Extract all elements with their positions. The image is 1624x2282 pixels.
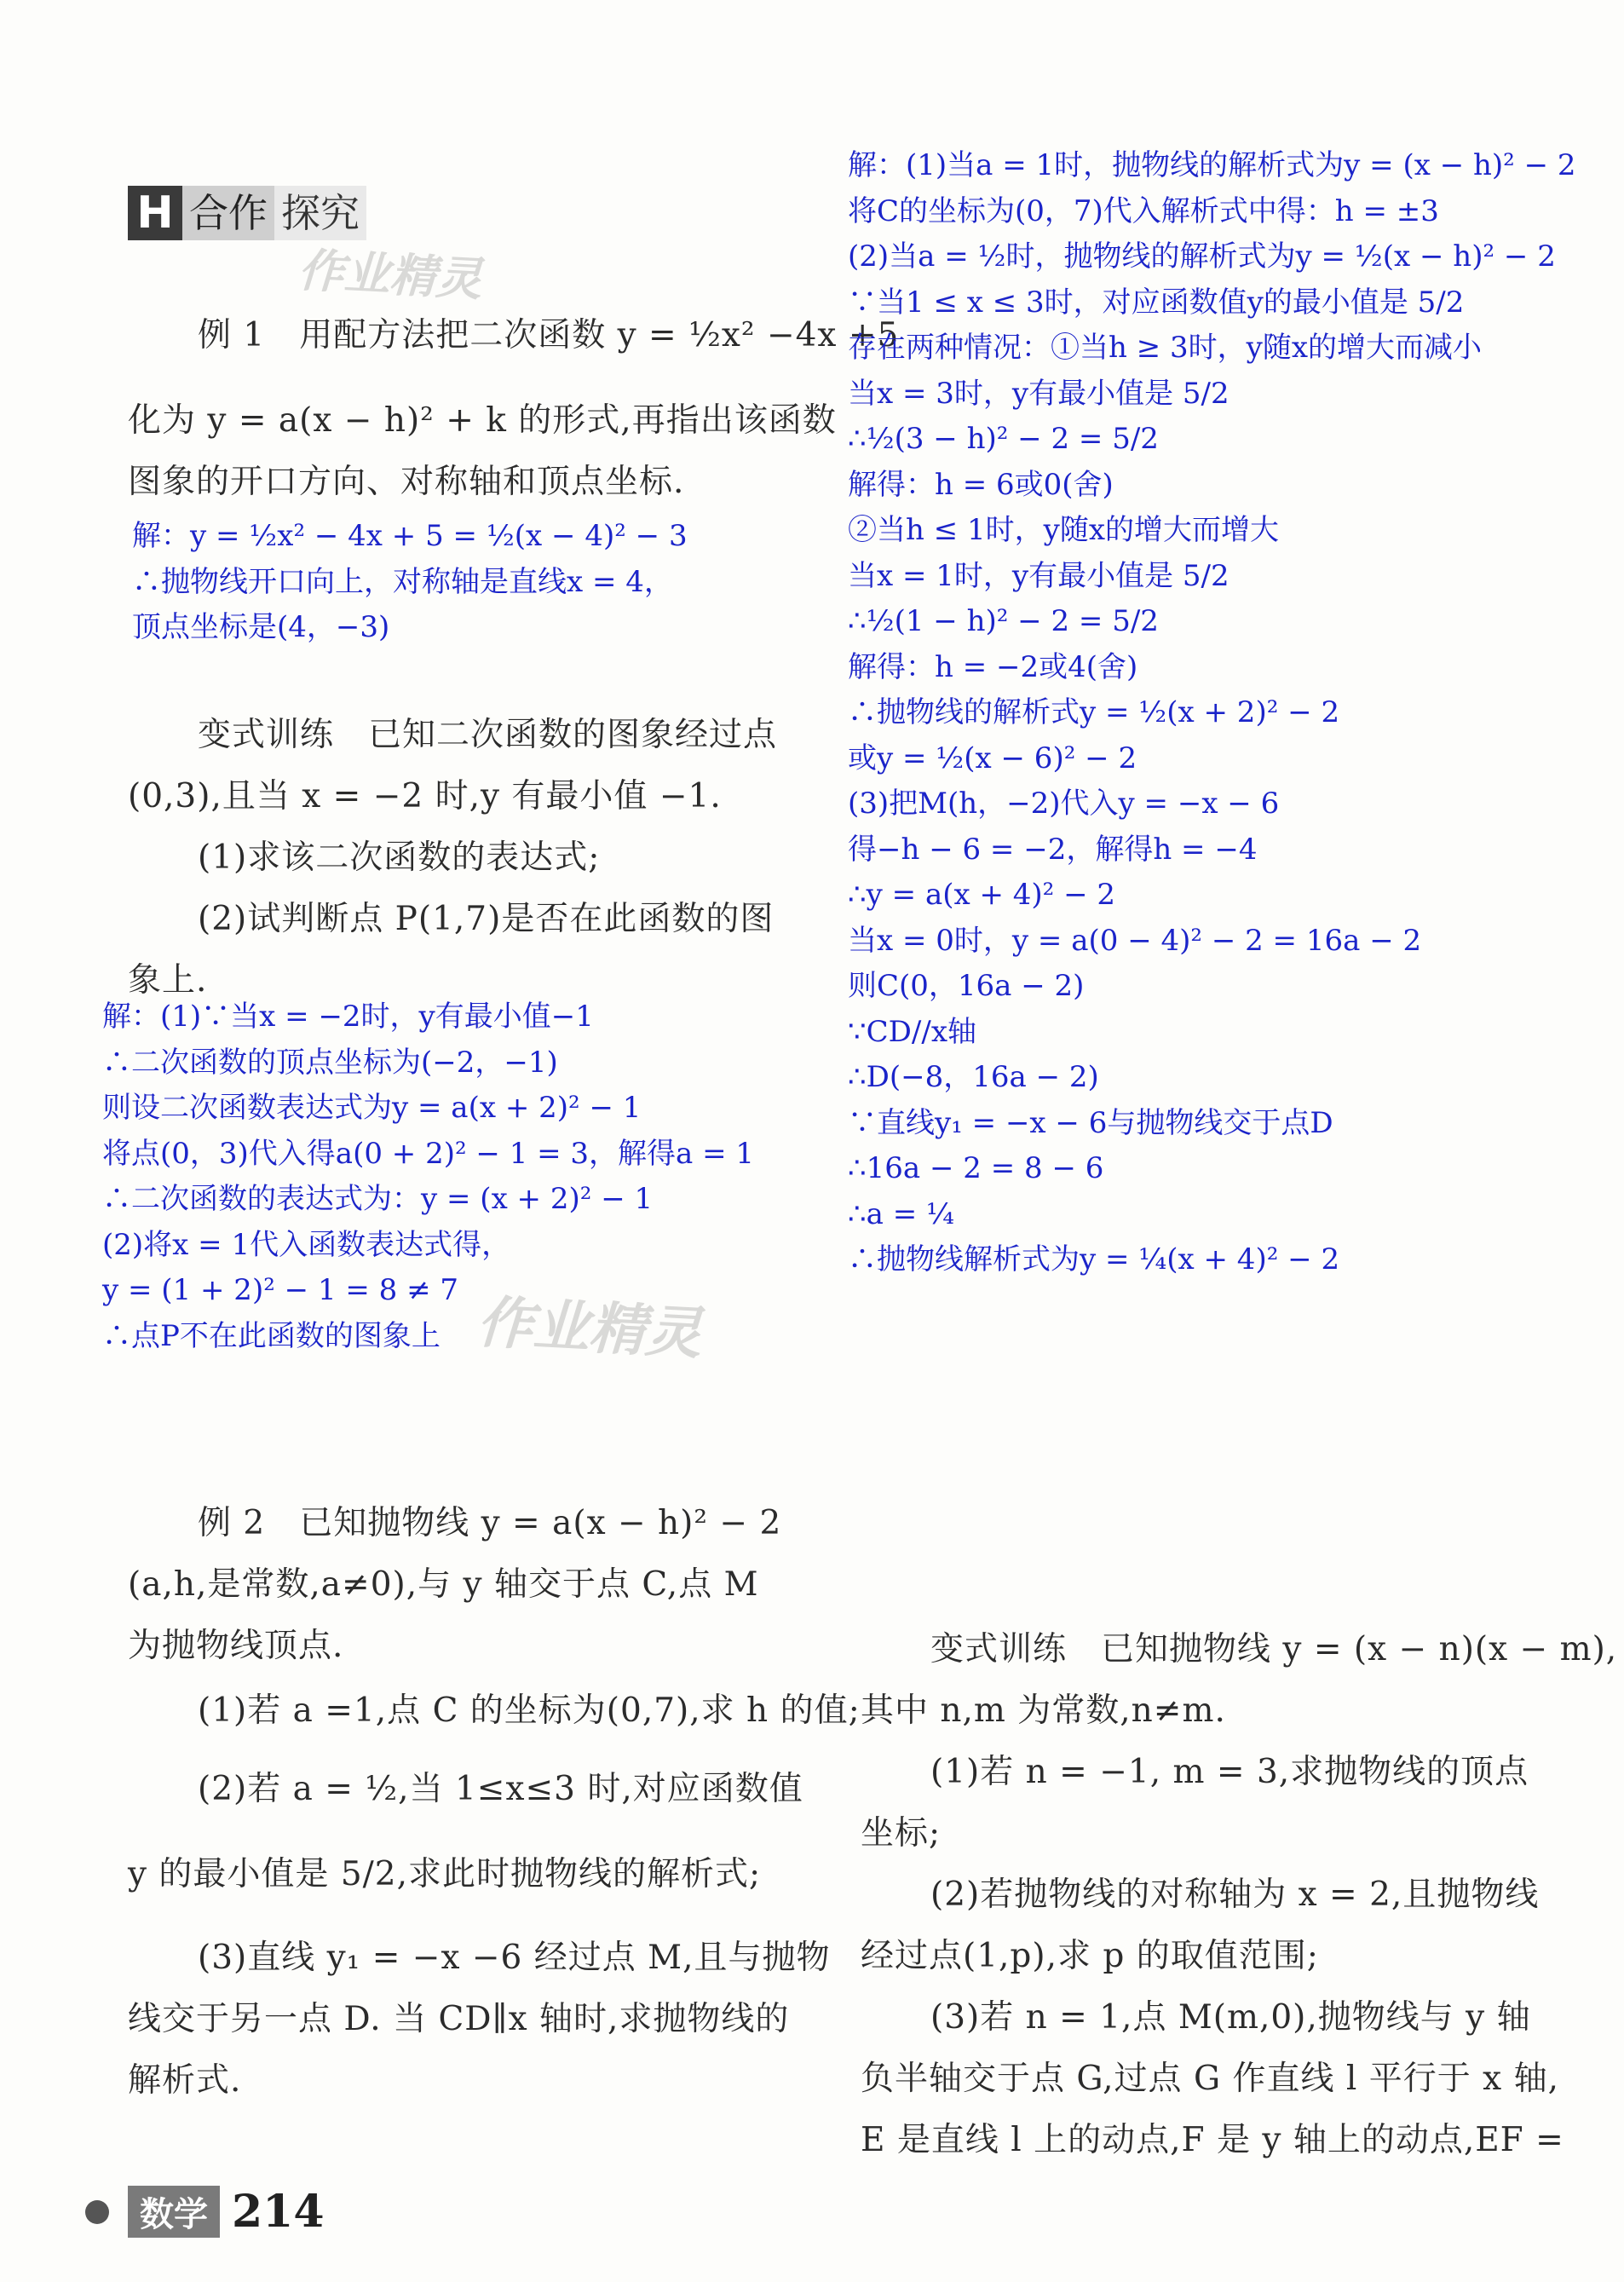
answer-line: (2)将x = 1代入函数表达式得， xyxy=(102,1227,511,1262)
answer-line: ∴½(1 − h)² − 2 = 5/2 xyxy=(848,604,1159,638)
example-2 xyxy=(128,1493,861,2106)
answer-line: (3)把M(h，−2)代入y = −x − 6 xyxy=(848,787,1280,821)
variant-line: E 是直线 l 上的动点,F 是 y 轴上的动点,EF = xyxy=(861,2121,1564,2159)
answer-line: 顶点坐标是(4，−3) xyxy=(132,610,390,644)
answer-line: 则C(0，16a − 2) xyxy=(848,969,1085,1003)
answer-line: (2)当a = ½时，抛物线的解析式为y = ½(x − h)² − 2 xyxy=(848,239,1556,274)
answer-line: ∴a = ¼ xyxy=(848,1196,954,1231)
variant-line: 其中 n,m 为常数,n≠m. xyxy=(861,1691,1226,1730)
answer-line: ∴二次函数的表达式为：y = (x + 2)² − 1 xyxy=(102,1182,654,1216)
page-footer xyxy=(85,2186,325,2238)
variant-line: 象上. xyxy=(128,961,208,1000)
variant-line: (0,3),且当 x = −2 时,y 有最小值 −1. xyxy=(128,777,722,815)
variant-line: (1)求该二次函数的表达式; xyxy=(198,838,601,877)
example-2-line: 例 2 已知抛物线 y = a(x − h)² − 2 xyxy=(198,1504,782,1542)
answer-line: ∴二次函数的顶点坐标为(−2，−1) xyxy=(102,1045,558,1080)
section-title-part1: 合作 xyxy=(182,186,274,240)
answer-line: 解：(1)当a = 1时，抛物线的解析式为y = (x − h)² − 2 xyxy=(848,148,1576,182)
subject-label: 数学 xyxy=(128,2186,220,2238)
example-2-line: (a,h,是常数,a≠0),与 y 轴交于点 C,点 M xyxy=(128,1565,759,1604)
answer-line: 或y = ½(x − 6)² − 2 xyxy=(848,740,1137,775)
variant-1-answer xyxy=(102,994,754,1359)
page-number: 214 xyxy=(232,2186,325,2238)
answer-line: 解：(1)∵当x = −2时，y有最小值−1 xyxy=(102,1000,594,1034)
answer-line: 则设二次函数表达式为y = a(x + 2)² − 1 xyxy=(102,1091,642,1125)
watermark: 作业精灵 xyxy=(297,243,484,307)
variant-line: 负半轴交于点 G,过点 G 作直线 l 平行于 x 轴, xyxy=(861,2060,1559,2098)
variant-line: 坐标; xyxy=(861,1814,942,1853)
answer-line: ∴抛物线开口向上，对称轴是直线x = 4， xyxy=(132,564,673,599)
section-badge: H xyxy=(128,186,182,240)
answer-line: 解得：h = −2或4(舍) xyxy=(848,649,1138,684)
example-1-line: 例 1 用配方法把二次函数 y = ½x² −4x +5 xyxy=(198,316,900,354)
variant-line: (3)若 n = 1,点 M(m,0),抛物线与 y 轴 xyxy=(930,1998,1531,2037)
example-2-answer xyxy=(848,143,1576,1283)
answer-line: ∵当1 ≤ x ≤ 3时，对应函数值y的最小值是 5/2 xyxy=(848,285,1465,320)
example-2-line: 线交于另一点 D. 当 CD∥x 轴时,求抛物线的 xyxy=(128,2000,790,2038)
variant-line: (2)试判断点 P(1,7)是否在此函数的图 xyxy=(198,900,775,938)
example-1-answer xyxy=(132,514,688,651)
example-1-line: 化为 y = a(x − h)² + k 的形式,再指出该函数 xyxy=(128,401,837,440)
answer-line: ∴½(3 − h)² − 2 = 5/2 xyxy=(848,422,1159,456)
answer-line: ∵CD//x轴 xyxy=(848,1014,976,1049)
answer-line: ∴抛物线的解析式y = ½(x + 2)² − 2 xyxy=(848,695,1340,729)
answer-line: ∴16a − 2 = 8 − 6 xyxy=(848,1151,1104,1185)
answer-line: 存在两种情况：①当h ≥ 3时，y随x的增大而减小 xyxy=(848,331,1483,365)
answer-line: 将C的坐标为(0，7)代入解析式中得：h = ±3 xyxy=(848,193,1439,228)
variant-line: (1)若 n = −1, m = 3,求抛物线的顶点 xyxy=(930,1753,1529,1791)
example-2-line: (1)若 a =1,点 C 的坐标为(0,7),求 h 的值; xyxy=(198,1691,861,1730)
answer-line: ②当h ≤ 1时，y随x的增大而增大 xyxy=(848,513,1280,547)
answer-line: 当x = 3时，y有最小值是 5/2 xyxy=(848,376,1230,411)
answer-line: y = (1 + 2)² − 1 = 8 ≠ 7 xyxy=(102,1273,459,1307)
answer-line: ∴抛物线解析式为y = ¼(x + 4)² − 2 xyxy=(848,1242,1340,1276)
example-2-line: (3)直线 y₁ = −x −6 经过点 M,且与抛物 xyxy=(198,1939,831,1977)
variant-line: 变式训练 已知二次函数的图象经过点 xyxy=(198,716,778,754)
variant-training-1 xyxy=(128,705,801,1011)
answer-line: ∵直线y₁ = −x − 6与抛物线交于点D xyxy=(848,1105,1333,1140)
footer-dot-icon xyxy=(85,2200,109,2224)
answer-line: 解：y = ½x² − 4x + 5 = ½(x − 4)² − 3 xyxy=(132,519,688,553)
answer-line: 得−h − 6 = −2，解得h = −4 xyxy=(848,832,1258,867)
answer-line: ∴y = a(x + 4)² − 2 xyxy=(848,878,1116,912)
example-2-line: (2)若 a = ½,当 1≤x≤3 时,对应函数值 xyxy=(198,1770,803,1808)
answer-line: ∴点P不在此函数的图象上 xyxy=(102,1318,441,1353)
answer-line: ∴D(−8，16a − 2) xyxy=(848,1060,1099,1094)
example-2-line: 为抛物线顶点. xyxy=(128,1627,344,1665)
example-2-line: y 的最小值是 5/2,求此时抛物线的解析式; xyxy=(128,1855,762,1893)
variant-line: 变式训练 已知抛物线 y = (x − n)(x − m), xyxy=(930,1630,1618,1668)
answer-line: 当x = 1时，y有最小值是 5/2 xyxy=(848,558,1230,593)
answer-line: 当x = 0时，y = a(0 − 4)² − 2 = 16a − 2 xyxy=(848,923,1422,958)
section-title-part2: 探究 xyxy=(274,186,366,240)
variant-training-2 xyxy=(861,1619,1618,2164)
variant-line: 经过点(1,p),求 p 的取值范围; xyxy=(861,1937,1319,1975)
example-2-line: 解析式. xyxy=(128,2061,242,2100)
section-header xyxy=(128,186,366,240)
example-1-line: 图象的开口方向、对称轴和顶点坐标. xyxy=(128,463,685,501)
variant-line: (2)若抛物线的对称轴为 x = 2,且抛物线 xyxy=(930,1876,1540,1914)
watermark: 作业精灵 xyxy=(475,1289,704,1367)
answer-line: 将点(0，3)代入得a(0 + 2)² − 1 = 3，解得a = 1 xyxy=(102,1136,755,1171)
answer-line: 解得：h = 6或0(舍) xyxy=(848,467,1114,502)
